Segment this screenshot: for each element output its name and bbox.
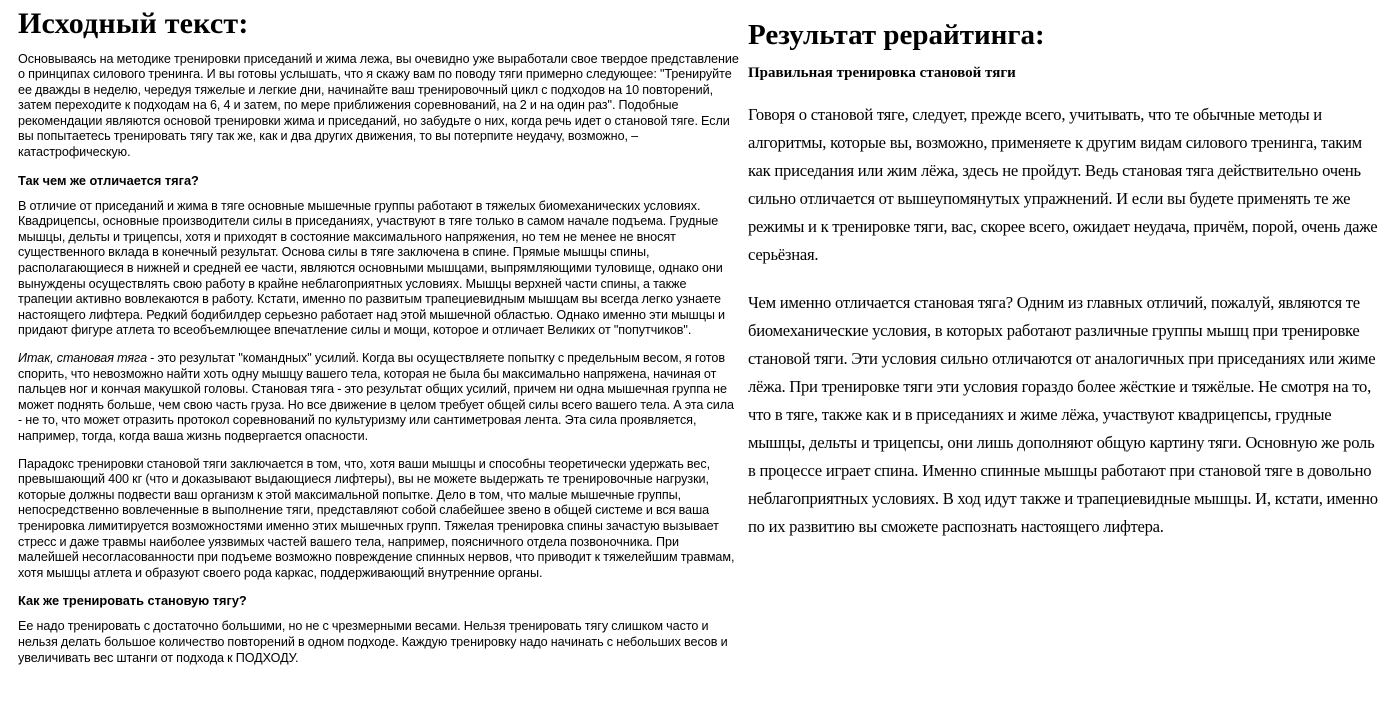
rewrite-result-title: Результат рерайтинга:	[748, 19, 1045, 51]
source-paragraph-3	[18, 351, 740, 445]
source-text-title: Исходный текст:	[18, 7, 249, 40]
source-text-column	[18, 0, 740, 678]
source-paragraph-5: Ее надо тренировать с достаточно большими, но не с чрезмерными весами. Нельзя тренировать тягу слишком часто и нельзя делать большое количество повторений в одном подходе. Каждую тренировку надо начинать с небольших весов и увеличивать вес штанги от подхода к ПОДХОДУ.	[18, 619, 728, 665]
source-heading-2: Как же тренировать становую тягу?	[18, 593, 247, 609]
rewrite-paragraph-2: Чем именно отличается становая тяга? Одним из главных отличий, пожалуй, являются те биомеханические условия, в которых работают различные группы мышц при тренировке становой тяги. Эти условия сильно отличаются от аналогичных при приседаниях или жиме лёжа. При тренировке тяги эти условия гораздо более жёсткие и тяжёлые. Не смотря на то, что в тяге, также как и в приседаниях и жиме лёжа, участвуют квадрицепсы, грудные мышцы, дельты и трицепсы, они лишь дополняют общую картину тяги. Основную же роль в процессе играет спина. Именно спинные мышцы работают при становой тяге в довольно неблагоприятных условиях. В ход идут также и трапециевидные мышцы. И, кстати, именно по их развитию вы сможете распознать настоящего лифтера.	[748, 293, 1378, 537]
source-paragraph-3-rest: - это результат "командных" усилий. Когда вы осуществляете попытку с предельным весом, я готов спорить, что невозможно найти хоть одну мышцу вашего тела, которая не была бы максимально напряжена, начиная от пальцев ног и кончая макушкой головы. Становая тяга - это результат общих усилий, причем ни одна мышечная группа не может поднять больше, чем свою часть груза. Но все движение в целом требует общей силы всего вашего тела. А эта сила - не то, что может отразить протокол соревнований по культуризму или сантиметровая лента. Эта сила проявляется, например, тогда, когда ваша жизнь подвергается опасности.	[18, 351, 734, 443]
rewrite-result-column	[748, 0, 1378, 561]
rewrite-paragraph-1: Говоря о становой тяге, следует, прежде всего, учитывать, что те обычные методы и алгоритмы, которые вы, возможно, применяете к другим видам силового тренинга, таким как приседания или жим лёжа, здесь не пройдут. Ведь становая тяга действительно очень сильно отличается от вышеупомянутых упражнений. И если вы будете применять те же режимы и к тренировке тяги, вас, скорее всего, ожидает неудача, причём, порой, очень даже серьёзная.	[748, 105, 1378, 265]
source-heading-1: Так чем же отличается тяга?	[18, 172, 199, 188]
source-paragraph-3-italic-lead: Итак, становая тяга	[18, 351, 148, 365]
source-paragraph-1: Основываясь на методике тренировки приседаний и жима лежа, вы очевидно уже выработали свое твердое представление о принципах силового тренинга. И вы готовы услышать, что я скажу вам по поводу тяги примерно следующее: "Тренируйте ее дважды в неделю, чередуя тяжелые и легкие дни, начинайте ваш тренировочный цикл с подходов на 10 повторений, затем переходите к подходам на 6, 4 и затем, по мере приближения соревнований, на 2 и на один раз". Подобные рекомендации являются основой тренировки жима и приседаний, но забудьте о них, когда речь идет о становой тяге. Если вы попытаетесь тренировать тягу так же, как и два других движения, то вы потерпите неудачу, возможно, – катастрофическую.	[18, 51, 739, 160]
source-paragraph-4: Парадокс тренировки становой тяги заключается в том, что, хотя ваши мышцы и способны теоретически удержать вес, превышающий 400 кг (что и доказывают выдающиеся лифтеры), вы не можете выдержать те тренировочные нагрузки, которые должны подвести ваш организм к этой максимальной попытке. Дело в том, что малые мышечные группы, непосредственно вовлеченные в выполнение тяги, представляют собой слабейшее звено в общей системе и вся ваша тренировка лимитируется возможностями именно этих мышечных групп. Тяжелая тренировка спины зачастую вызывает стресс и даже травмы наиболее уязвимых частей вашего тела, например, поясничного отдела позвоночника. При малейшей несогласованности при подъеме возможно повреждение спинных нервов, что приводит к тяжелейшим травмам, хотя мышцы атлета и образуют своего рода каркас, поддерживающий внутренние органы.	[18, 456, 735, 580]
rewrite-subheading: Правильная тренировка становой тяги	[748, 65, 1016, 82]
source-paragraph-2: В отличие от приседаний и жима в тяге основные мышечные группы работают в тяжелых биомеханических условиях. Квадрицепсы, основные производители силы в приседаниях, участвуют в тяге только в самом начале подъема. Грудные мышцы, дельты и трицепсы, хотя и приходят в состояние максимального напряжения, но тем не менее не вносят существенного вклада в конечный результат. Основа силы в тяге заключена в спине. Прямые мышцы спины, располагающиеся в нижней и средней ее части, являются основными мышцами, выпрямляющими туловище, однако они вынуждены осуществлять свою работу в крайне неблагоприятных условиях. Мышцы верхней части спины, а также трапеции активно вовлекаются в работу. Кстати, именно по развитым трапециевидным мышцам вы всегда легко узнаете настоящего лифтера. Редкий бодибилдер серьезно работает над этой мышечной областью. Однако именно эти мышцы и придают фигуре атлета то всеобъемлющее впечатление силы и мощи, которое и отличает Великих от "попутчиков".	[18, 198, 726, 338]
